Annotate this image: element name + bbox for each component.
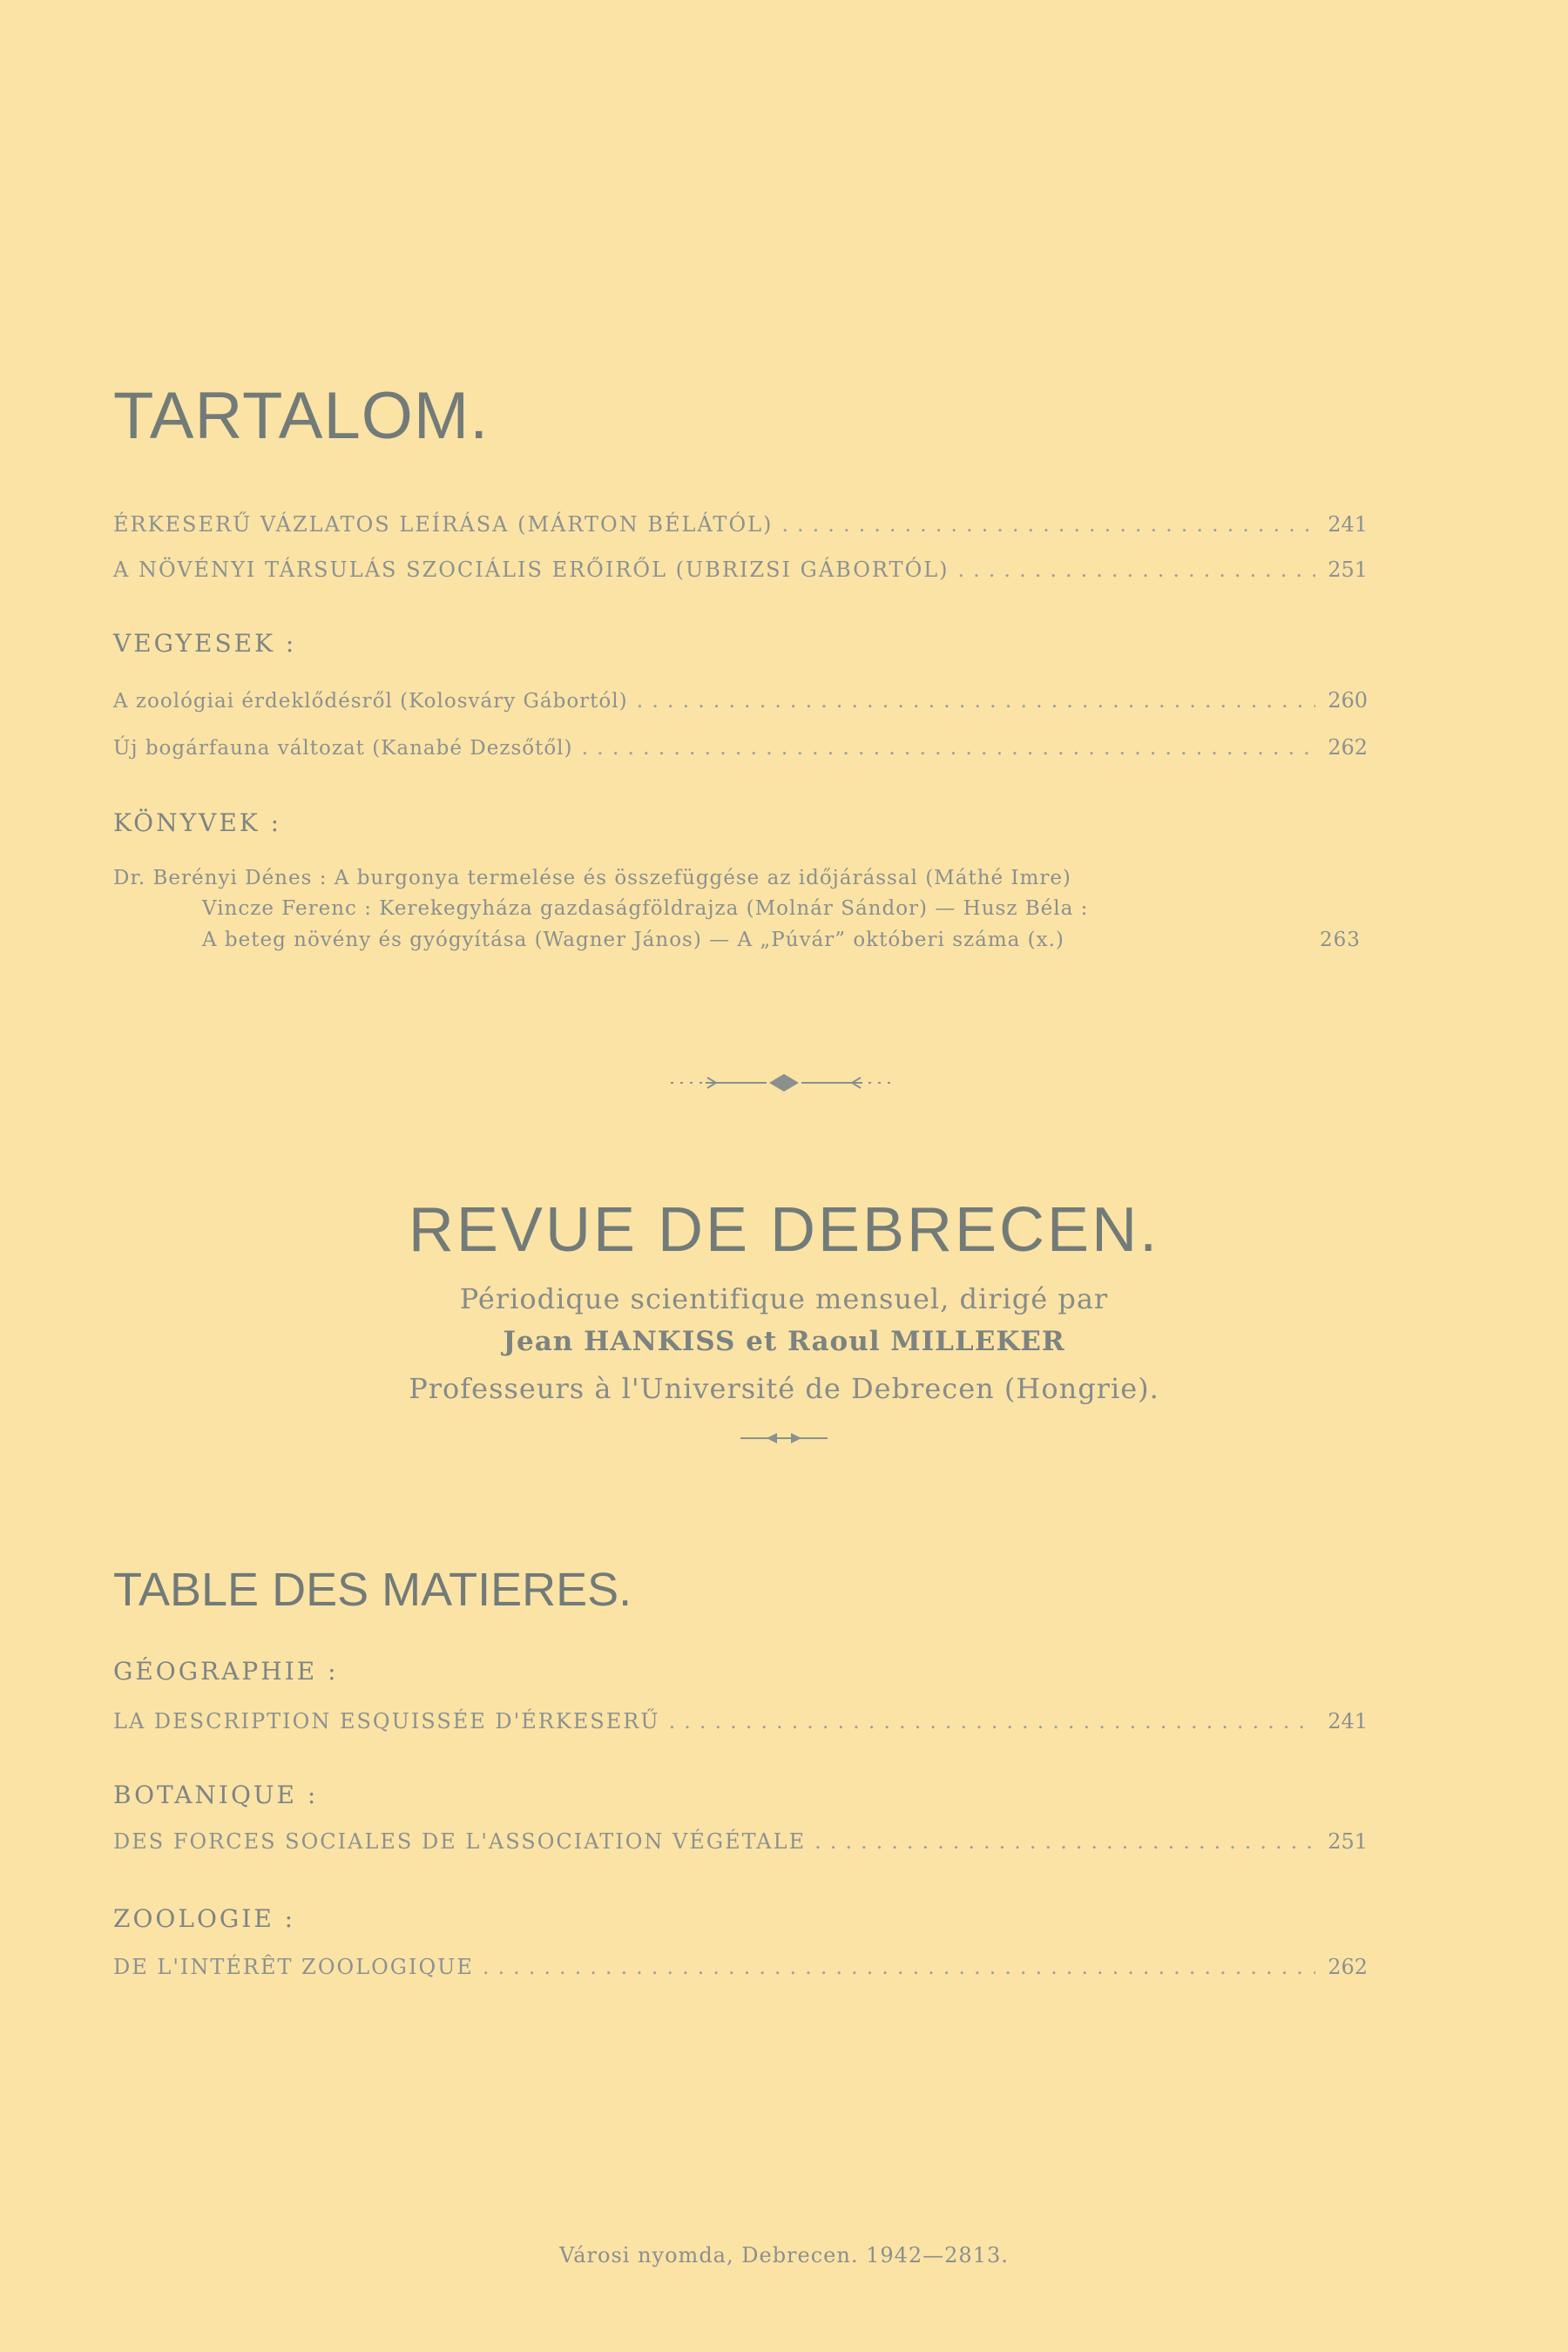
section-heading-botanique: BOTANIQUE : (113, 1781, 319, 1809)
toc-leader (483, 1955, 1315, 1979)
table-des-matieres-title: TABLE DES MATIERES. (113, 1564, 632, 1616)
section-heading-vegyesek: VEGYESEK : (113, 629, 297, 658)
toc-entry-title: A zoológiai érdeklődésről (Kolosváry Gábortól) (113, 690, 628, 713)
toc-entry-title: ÉRKESERŰ VÁZLATOS LEÍRÁSA (MÁRTON BÉLÁTÓL) (113, 512, 774, 537)
toc-entry-title: Új bogárfauna változat (Kanabé Dezsőtől) (113, 737, 573, 760)
tartalom-title: TARTALOM. (113, 379, 490, 453)
toc-page-number: 241 (1328, 1709, 1368, 1734)
toc-entry-title: A NÖVÉNYI TÁRSULÁS SZOCIÁLIS ERŐIRŐL (UBRIZSI GÁBORTÓL) (113, 558, 950, 582)
revue-subtitle: Périodique scientifique mensuel, dirigé par (459, 1282, 1109, 1315)
toc-leader (582, 735, 1315, 760)
small-ornament (0, 1430, 1568, 1446)
toc-row (113, 1709, 1368, 1734)
book-review-line: Dr. Berényi Dénes : A burgonya termelése és összefüggése az időjárással (Máthé Imre) (113, 867, 1071, 889)
toc-page-number: 251 (1328, 558, 1368, 582)
section-heading-geographie: GÉOGRAPHIE : (113, 1657, 339, 1686)
toc-row (113, 688, 1368, 713)
toc-page-number: 241 (1328, 512, 1368, 537)
toc-row (113, 1955, 1368, 1979)
toc-leader (781, 512, 1315, 537)
toc-page-number: 262 (1328, 1955, 1368, 1979)
toc-page-number: 260 (1328, 688, 1368, 713)
revue-affiliation: Professeurs à l'Université de Debrecen (Hongrie). (409, 1372, 1159, 1405)
toc-entry-title: DES FORCES SOCIALES DE L'ASSOCIATION VÉGÉTALE (113, 1829, 807, 1854)
book-review-line: Vincze Ferenc : Kerekegyháza gazdaságföldrajza (Molnár Sándor) — Husz Béla : (202, 897, 1089, 920)
ornament-divider (0, 1070, 1568, 1096)
book-review-line: A beteg növény és gyógyítása (Wagner János) — A „Púvár” októberi száma (x.) (202, 929, 1064, 951)
toc-entry-title: LA DESCRIPTION ESQUISSÉE D'ÉRKESERŰ (113, 1709, 660, 1734)
revue-title: REVUE DE DEBRECEN. (408, 1195, 1160, 1265)
toc-leader (814, 1829, 1315, 1854)
section-heading-konyvek: KÖNYVEK : (113, 808, 282, 837)
toc-leader (637, 688, 1315, 713)
toc-page-number: 251 (1328, 1829, 1368, 1854)
toc-row (113, 512, 1368, 537)
revue-editors: Jean HANKISS et Raoul MILLEKER (503, 1326, 1065, 1357)
toc-entry-title: DE L'INTÉRÊT ZOOLOGIQUE (113, 1955, 474, 1979)
toc-row (113, 558, 1368, 582)
toc-page-number: 262 (1328, 735, 1368, 760)
toc-row (113, 735, 1368, 760)
toc-page-number: 263 (1320, 929, 1361, 951)
printer-footer: Városi nyomda, Debrecen. 1942—2813. (559, 2243, 1009, 2268)
section-heading-zoologie: ZOOLOGIE : (113, 1904, 296, 1933)
toc-leader (669, 1709, 1315, 1734)
toc-row (113, 1829, 1368, 1854)
toc-leader (958, 558, 1315, 582)
